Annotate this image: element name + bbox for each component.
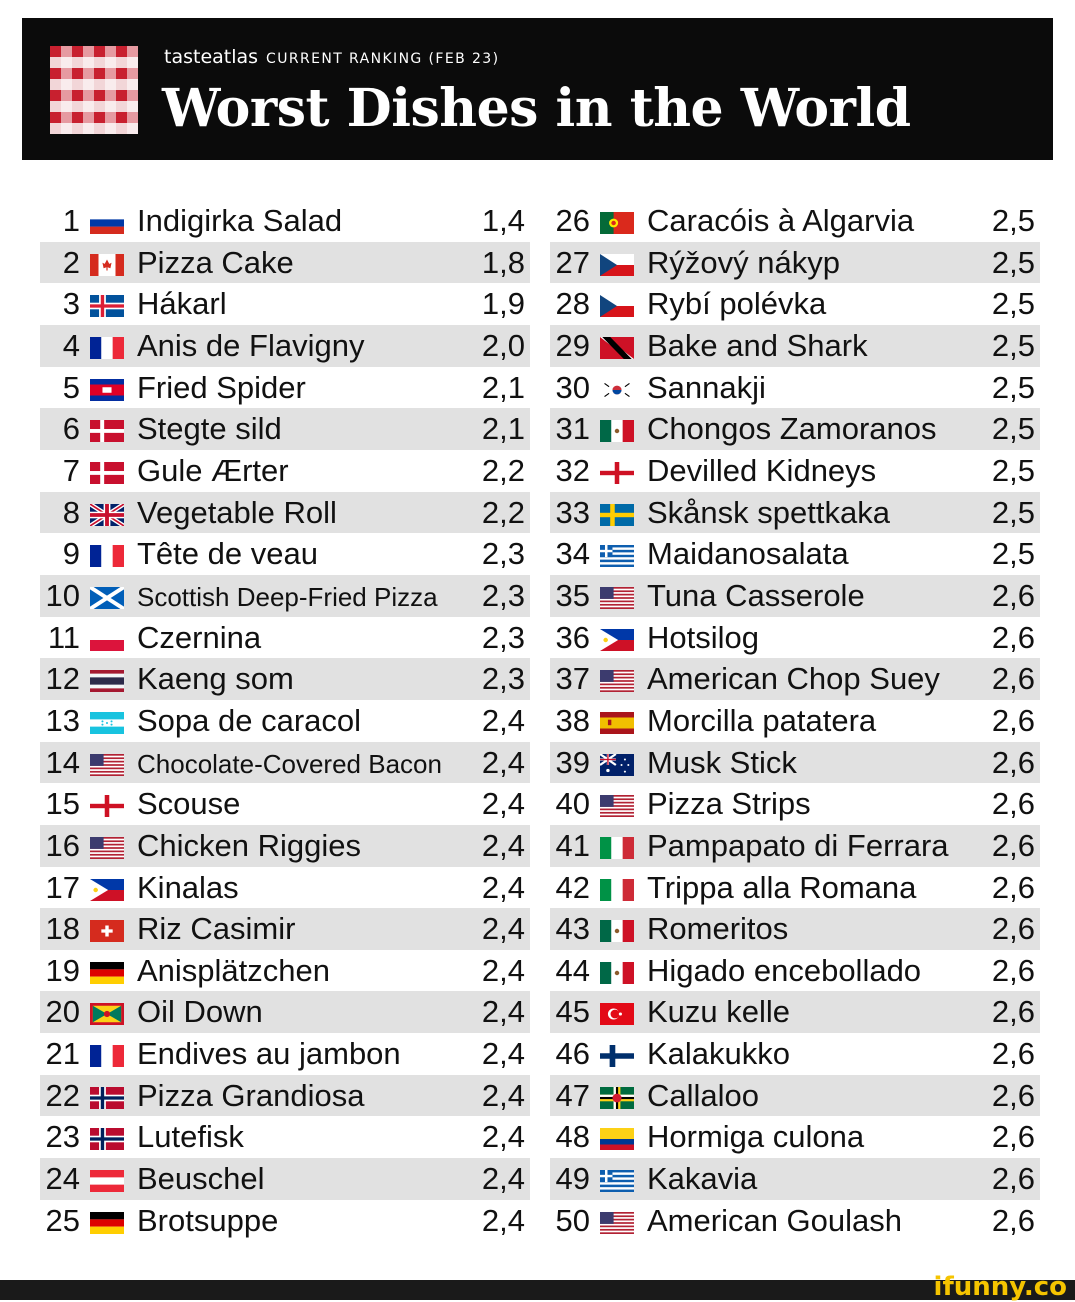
dish-score: 2,6 xyxy=(991,952,1035,988)
grenada-flag-icon xyxy=(90,1003,124,1025)
ranking-row xyxy=(40,242,530,284)
greece-flag-icon xyxy=(600,1170,634,1192)
dish-score: 2,4 xyxy=(481,1202,525,1238)
trinidad-flag-icon xyxy=(600,337,634,359)
dish-score: 1,9 xyxy=(481,286,525,322)
ranking-row xyxy=(40,492,530,534)
mexico-flag-icon xyxy=(600,962,634,984)
dish-name: Pizza Grandiosa xyxy=(137,1077,365,1113)
dish-score: 2,4 xyxy=(481,952,525,988)
south-korea-flag-icon xyxy=(600,379,634,401)
dish-name: Morcilla patatera xyxy=(647,702,877,738)
canada-flag-icon xyxy=(90,254,124,276)
footer-bar xyxy=(0,1272,1075,1302)
dish-name: Indigirka Salad xyxy=(137,203,343,238)
dish-score: 2,3 xyxy=(481,577,525,613)
switzerland-flag-icon xyxy=(90,920,124,942)
england-flag-icon xyxy=(600,462,634,484)
dish-name: Chicken Riggies xyxy=(137,827,361,863)
dish-score: 2,4 xyxy=(481,869,525,905)
dish-score: 2,5 xyxy=(991,244,1035,280)
ranking-row xyxy=(550,867,1040,909)
ranking-row xyxy=(40,1158,530,1200)
dish-name: Skånsk spettkaka xyxy=(647,494,890,530)
rank-number: 8 xyxy=(62,494,80,530)
ranking-column-right xyxy=(550,200,1040,1241)
dish-score: 2,6 xyxy=(991,1119,1035,1155)
ranking-row xyxy=(550,950,1040,992)
rank-number: 27 xyxy=(555,244,590,280)
rank-number: 10 xyxy=(45,577,80,613)
rank-number: 17 xyxy=(45,869,80,905)
dish-score: 2,2 xyxy=(481,452,525,488)
denmark-flag-icon xyxy=(90,462,124,484)
rank-number: 19 xyxy=(45,952,80,988)
dish-score: 2,4 xyxy=(481,1077,525,1113)
brand-name: tasteatlas xyxy=(164,46,259,68)
rank-number: 2 xyxy=(62,244,80,280)
usa-flag-icon xyxy=(600,795,634,817)
dish-score: 2,4 xyxy=(481,702,525,738)
dish-score: 2,6 xyxy=(991,994,1035,1030)
rank-number: 32 xyxy=(555,452,590,488)
ranking-row xyxy=(550,617,1040,659)
ranking-row xyxy=(550,1116,1040,1158)
dish-name: Romeritos xyxy=(647,911,789,947)
france-flag-icon xyxy=(90,1045,124,1067)
ranking-row xyxy=(550,200,1040,242)
dish-score: 2,5 xyxy=(991,327,1035,363)
rank-number: 33 xyxy=(555,494,590,530)
mexico-flag-icon xyxy=(600,420,634,442)
uk-flag-icon xyxy=(90,504,124,526)
dish-name: Kaeng som xyxy=(137,661,294,697)
usa-flag-icon xyxy=(600,587,634,609)
germany-flag-icon xyxy=(90,1212,124,1234)
rank-number: 31 xyxy=(555,411,590,447)
denmark-flag-icon xyxy=(90,420,124,442)
dish-score: 2,0 xyxy=(481,327,525,363)
dish-name: Caracóis à Algarvia xyxy=(647,203,915,238)
dish-name: Hormiga culona xyxy=(647,1119,865,1155)
rank-number: 6 xyxy=(62,411,80,447)
rank-number: 23 xyxy=(45,1119,80,1155)
italy-flag-icon xyxy=(600,837,634,859)
ranking-row xyxy=(40,367,530,409)
dish-name: American Chop Suey xyxy=(647,661,940,697)
rank-number: 12 xyxy=(45,661,80,697)
dish-name: Tuna Casserole xyxy=(647,577,865,613)
dish-score: 2,4 xyxy=(481,1161,525,1197)
dish-score: 1,4 xyxy=(481,203,525,238)
dish-name: American Goulash xyxy=(647,1202,903,1238)
iceland-flag-icon xyxy=(90,295,124,317)
dish-score: 2,6 xyxy=(991,869,1035,905)
rank-number: 47 xyxy=(555,1077,590,1113)
usa-flag-icon xyxy=(90,754,124,776)
dish-name: Rybí polévka xyxy=(647,286,827,322)
rank-number: 1 xyxy=(62,203,80,238)
dish-name: Maidanosalata xyxy=(647,536,849,572)
portugal-flag-icon xyxy=(600,212,634,234)
ranking-row xyxy=(40,1033,530,1075)
checkered-tablecloth-logo-icon xyxy=(50,46,138,134)
dish-score: 2,4 xyxy=(481,1119,525,1155)
dish-name: Pampapato di Ferrara xyxy=(647,827,949,863)
ranking-row xyxy=(40,200,530,242)
rank-number: 26 xyxy=(555,203,590,238)
header-banner xyxy=(22,18,1053,160)
dish-score: 2,4 xyxy=(481,827,525,863)
rank-number: 39 xyxy=(555,744,590,780)
usa-flag-icon xyxy=(600,1212,634,1234)
australia-flag-icon xyxy=(600,754,634,776)
rank-number: 48 xyxy=(555,1119,590,1155)
germany-flag-icon xyxy=(90,962,124,984)
dish-score: 2,4 xyxy=(481,1036,525,1072)
honduras-flag-icon xyxy=(90,712,124,734)
ranking-row xyxy=(40,950,530,992)
dish-score: 2,4 xyxy=(481,994,525,1030)
dish-score: 2,3 xyxy=(481,536,525,572)
rank-number: 14 xyxy=(45,744,80,780)
dish-name: Callaloo xyxy=(647,1077,760,1113)
dish-name: Czernina xyxy=(137,619,262,655)
ranking-subtitle: CURRENT RANKING (FEB 23) xyxy=(266,51,500,67)
ranking-row xyxy=(40,658,530,700)
dish-score: 2,4 xyxy=(481,786,525,822)
philippines-flag-icon xyxy=(600,629,634,651)
dish-name: Endives au jambon xyxy=(137,1036,401,1072)
dish-name: Musk Stick xyxy=(647,744,797,780)
dish-name: Scouse xyxy=(137,786,241,822)
dish-score: 2,6 xyxy=(991,577,1035,613)
rank-number: 16 xyxy=(45,827,80,863)
dish-name: Stegte sild xyxy=(137,411,282,447)
dish-name: Chongos Zamoranos xyxy=(647,411,937,447)
dish-score: 2,3 xyxy=(481,619,525,655)
rank-number: 46 xyxy=(555,1036,590,1072)
ranking-row xyxy=(40,1116,530,1158)
ranking-row xyxy=(550,1200,1040,1242)
ranking-row xyxy=(550,658,1040,700)
ranking-row xyxy=(550,1075,1040,1117)
england-flag-icon xyxy=(90,795,124,817)
dish-score: 2,6 xyxy=(991,827,1035,863)
philippines-flag-icon xyxy=(90,879,124,901)
dish-name: Chocolate-Covered Bacon xyxy=(137,748,442,779)
turkey-flag-icon xyxy=(600,1003,634,1025)
dish-score: 2,3 xyxy=(481,661,525,697)
ranking-row xyxy=(40,283,530,325)
dish-name: Lutefisk xyxy=(137,1119,244,1155)
rank-number: 43 xyxy=(555,911,590,947)
france-flag-icon xyxy=(90,337,124,359)
thailand-flag-icon xyxy=(90,670,124,692)
dish-score: 2,6 xyxy=(991,1202,1035,1238)
dish-name: Fried Spider xyxy=(137,369,306,405)
cambodia-flag-icon xyxy=(90,379,124,401)
ranking-row xyxy=(40,1200,530,1242)
ranking-row xyxy=(550,700,1040,742)
ranking-row xyxy=(550,1158,1040,1200)
ranking-row xyxy=(550,908,1040,950)
dish-name: Kinalas xyxy=(137,869,239,905)
rank-number: 13 xyxy=(45,702,80,738)
dish-score: 2,6 xyxy=(991,702,1035,738)
rank-number: 11 xyxy=(47,619,80,655)
colombia-flag-icon xyxy=(600,1128,634,1150)
france-flag-icon xyxy=(90,545,124,567)
usa-flag-icon xyxy=(600,670,634,692)
dish-name: Rýžový nákyp xyxy=(647,244,840,280)
dish-score: 2,1 xyxy=(481,411,525,447)
dish-score: 2,6 xyxy=(991,1036,1035,1072)
rank-number: 34 xyxy=(555,536,590,572)
ranking-row xyxy=(40,825,530,867)
ranking-row xyxy=(40,617,530,659)
ranking-row xyxy=(550,242,1040,284)
dish-score: 2,6 xyxy=(991,619,1035,655)
poland-flag-icon xyxy=(90,629,124,651)
rank-number: 3 xyxy=(62,286,80,322)
rank-number: 44 xyxy=(555,952,590,988)
dish-name: Kuzu kelle xyxy=(647,994,791,1030)
ranking-row xyxy=(40,991,530,1033)
ranking-row xyxy=(550,575,1040,617)
ranking-row xyxy=(550,325,1040,367)
dish-name: Brotsuppe xyxy=(137,1202,279,1238)
dish-score: 2,6 xyxy=(991,1077,1035,1113)
dish-name: Pizza Cake xyxy=(137,244,294,280)
dish-name: Hákarl xyxy=(137,286,227,322)
rank-number: 41 xyxy=(555,827,590,863)
dish-score: 2,5 xyxy=(991,369,1035,405)
ranking-row xyxy=(550,991,1040,1033)
finland-flag-icon xyxy=(600,1045,634,1067)
ranking-row xyxy=(550,367,1040,409)
rank-number: 35 xyxy=(555,577,590,613)
rank-number: 42 xyxy=(555,869,590,905)
dish-name: Beuschel xyxy=(137,1161,265,1197)
watermark: ifunny.co xyxy=(933,1272,1067,1302)
rank-number: 18 xyxy=(45,911,80,947)
dish-score: 2,4 xyxy=(481,911,525,947)
dish-name: Pizza Strips xyxy=(647,786,811,822)
dish-name: Kakavia xyxy=(647,1161,758,1197)
ranking-column-left xyxy=(40,200,530,1241)
dish-name: Scottish Deep-Fried Pizza xyxy=(137,581,438,612)
ranking-row xyxy=(40,408,530,450)
dish-score: 2,6 xyxy=(991,661,1035,697)
dish-score: 2,6 xyxy=(991,911,1035,947)
rank-number: 7 xyxy=(62,452,80,488)
rank-number: 49 xyxy=(555,1161,590,1197)
dish-name: Bake and Shark xyxy=(647,327,868,363)
dish-score: 2,6 xyxy=(991,786,1035,822)
dish-name: Sopa de caracol xyxy=(137,702,362,738)
dish-score: 2,5 xyxy=(991,411,1035,447)
ranking-row xyxy=(550,283,1040,325)
dish-score: 2,5 xyxy=(991,286,1035,322)
rank-number: 24 xyxy=(45,1161,80,1197)
dish-name: Oil Down xyxy=(137,994,263,1030)
rank-number: 40 xyxy=(555,786,590,822)
ranking-row xyxy=(550,783,1040,825)
scotland-flag-icon xyxy=(90,587,124,609)
norway-flag-icon xyxy=(90,1128,124,1150)
dish-name: Sannakji xyxy=(647,369,766,405)
austria-flag-icon xyxy=(90,1170,124,1192)
rank-number: 9 xyxy=(62,536,80,572)
sweden-flag-icon xyxy=(600,504,634,526)
ranking-row xyxy=(550,1033,1040,1075)
rank-number: 22 xyxy=(45,1077,80,1113)
dish-score: 2,1 xyxy=(481,369,525,405)
rank-number: 20 xyxy=(45,994,80,1030)
usa-flag-icon xyxy=(90,837,124,859)
dish-score: 2,2 xyxy=(481,494,525,530)
ranking-row xyxy=(550,450,1040,492)
czech-flag-icon xyxy=(600,254,634,276)
dish-name: Tête de veau xyxy=(137,536,318,572)
ranking-row xyxy=(550,533,1040,575)
dish-name: Anis de Flavigny xyxy=(137,327,365,363)
ranking-row xyxy=(40,1075,530,1117)
rank-number: 25 xyxy=(45,1202,80,1238)
rank-number: 36 xyxy=(555,619,590,655)
rank-number: 37 xyxy=(555,661,590,697)
dish-score: 1,8 xyxy=(481,244,525,280)
ranking-row xyxy=(550,825,1040,867)
rank-number: 15 xyxy=(45,786,80,822)
dish-name: Anisplätzchen xyxy=(137,952,331,988)
ranking-row xyxy=(40,575,530,617)
dish-name: Vegetable Roll xyxy=(137,494,337,530)
ranking-row xyxy=(40,742,530,784)
rank-number: 5 xyxy=(62,369,80,405)
mexico-flag-icon xyxy=(600,920,634,942)
rank-number: 30 xyxy=(555,369,590,405)
ranking-row xyxy=(40,908,530,950)
brand-line xyxy=(164,46,499,68)
ranking-row xyxy=(550,408,1040,450)
dish-name: Gule Ærter xyxy=(137,452,289,488)
dish-name: Devilled Kidneys xyxy=(647,452,877,488)
dish-score: 2,4 xyxy=(481,744,525,780)
rank-number: 28 xyxy=(555,286,590,322)
rank-number: 50 xyxy=(555,1202,590,1238)
rank-number: 45 xyxy=(555,994,590,1030)
dish-name: Higado encebollado xyxy=(647,952,922,988)
ranking-row xyxy=(40,700,530,742)
czech-flag-icon xyxy=(600,295,634,317)
spain-flag-icon xyxy=(600,712,634,734)
ranking-row xyxy=(40,450,530,492)
italy-flag-icon xyxy=(600,879,634,901)
russia-flag-icon xyxy=(90,212,124,234)
dish-score: 2,6 xyxy=(991,1161,1035,1197)
dominica-flag-icon xyxy=(600,1087,634,1109)
ranking-row xyxy=(550,492,1040,534)
ranking-row xyxy=(40,533,530,575)
dish-name: Kalakukko xyxy=(647,1036,791,1072)
dish-score: 2,5 xyxy=(991,203,1035,238)
rank-number: 4 xyxy=(62,327,80,363)
rank-number: 38 xyxy=(555,702,590,738)
rank-number: 21 xyxy=(45,1036,80,1072)
ranking-row xyxy=(550,742,1040,784)
rank-number: 29 xyxy=(555,327,590,363)
dish-score: 2,5 xyxy=(991,452,1035,488)
dish-score: 2,5 xyxy=(991,494,1035,530)
ranking-row xyxy=(40,867,530,909)
dish-score: 2,6 xyxy=(991,744,1035,780)
ranking-row xyxy=(40,783,530,825)
dish-score: 2,5 xyxy=(991,536,1035,572)
dish-name: Trippa alla Romana xyxy=(647,869,917,905)
greece-flag-icon xyxy=(600,545,634,567)
dish-name: Riz Casimir xyxy=(137,911,296,947)
page-title: Worst Dishes in the World xyxy=(162,78,911,139)
dish-name: Hotsilog xyxy=(647,619,759,655)
ranking-row xyxy=(40,325,530,367)
norway-flag-icon xyxy=(90,1087,124,1109)
